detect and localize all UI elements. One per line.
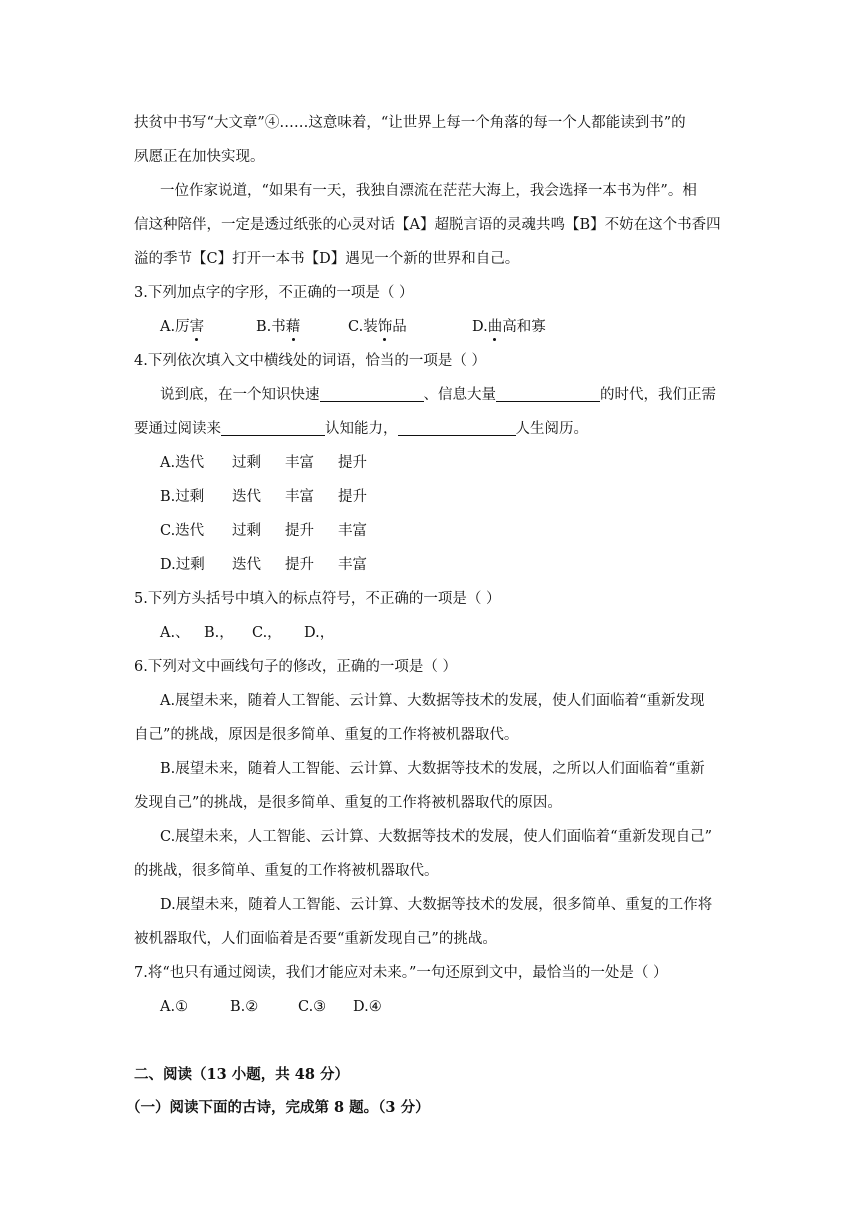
q6-option-b-line-1: B.展望未来，随着人工智能、云计算、大数据等技术的发展，之所以人们面临着“重新 (160, 761, 705, 777)
q4-sentence-line-2: 要通过阅读来 认知能力， 人生阅历。 (134, 421, 588, 437)
q7-options (160, 997, 382, 1017)
q4-blank-3 (221, 419, 325, 436)
q6-option-b-line-2: 发现自己”的挑战，是很多简单、重复的工作将被机器取代的原因。 (134, 795, 562, 811)
q4-option-c: C.迭代 过剩 提升 丰富 (160, 523, 367, 539)
q6-option-a-line-2: 自己”的挑战，原因是很多简单、重复的工作将被机器取代。 (134, 727, 519, 743)
q3-option-b: B.书藉 (256, 319, 301, 335)
q5-stem: 5.下列方头括号中填入的标点符号，不正确的一项是（ ） (134, 591, 501, 607)
q4-sentence-line-1: 说到底，在一个知识快速 、信息大量 的时代，我们正需 (160, 387, 716, 403)
q4-blank-4 (398, 419, 516, 436)
q4-blank-1 (320, 385, 424, 402)
q3-options (160, 317, 546, 337)
passage-line-2: 夙愿正在加快实现。 (134, 149, 265, 165)
q4-option-d: D.过剩 迭代 提升 丰富 (160, 557, 367, 573)
q3-option-c-dotted: 饰 (377, 319, 393, 335)
passage-line-1: 扶贫中书写“大文章”④……这意味着，“让世界上每一个角落的每一个人都能读到书”的 (134, 115, 686, 131)
q3-option-d: D.曲高和寡 (472, 319, 546, 335)
q3-option-c: C.装饰品 (348, 319, 407, 335)
q6-option-c-line-1: C.展望未来，人工智能、云计算、大数据等技术的发展，使人们面临着“重新发现自己” (160, 829, 713, 845)
q6-option-d-line-1: D.展望未来，随着人工智能、云计算、大数据等技术的发展，很多简单、重复的工作将 (160, 897, 713, 913)
q4-blank-2 (496, 385, 600, 402)
passage-line-5: 溢的季节【C】打开一本书【D】遇见一个新的世界和自己。 (134, 251, 520, 267)
q5-option-d: D.， (304, 625, 335, 641)
q5-option-a: A.、 (160, 625, 190, 641)
q4-option-a: A.迭代 过剩 丰富 提升 (160, 455, 367, 471)
q4-option-b: B.过剩 迭代 丰富 提升 (160, 489, 367, 505)
q3-option-d-dotted: 曲 (487, 319, 503, 335)
q6-option-c-line-2: 的挑战，很多简单、重复的工作将被机器取代。 (134, 863, 439, 879)
q3-option-b-dotted: 藉 (285, 319, 301, 335)
q3-option-a-dotted: 害 (189, 319, 205, 335)
passage-line-3: 一位作家说道，“如果有一天，我独自漂流在茫茫大海上，我会选择一本书为伴”。相 (160, 183, 697, 199)
q7-option-a: A.① (160, 999, 189, 1015)
q4-stem: 4.下列依次填入文中横线处的词语，恰当的一项是（ ） (134, 353, 486, 369)
q6-option-a-line-1: A.展望未来，随着人工智能、云计算、大数据等技术的发展，使人们面临着“重新发现 (160, 693, 705, 709)
passage-line-4: 信这种陪伴，一定是透过纸张的心灵对话【A】超脱言语的灵魂共鸣【B】不妨在这个书香四 (134, 217, 721, 233)
q5-option-c: C.， (252, 625, 282, 641)
section-2-subtitle: （一）阅读下面的古诗，完成第 8 题。（3 分） (126, 1099, 430, 1116)
q3-stem: 3.下列加点字的字形，不正确的一项是（ ） (134, 285, 414, 301)
q7-option-d: D.④ (353, 999, 382, 1015)
q6-option-d-line-2: 被机器取代，人们面临着是否要“重新发现自己”的挑战。 (134, 931, 497, 947)
q7-option-b: B.② (230, 999, 259, 1015)
q5-options (160, 623, 334, 643)
q7-stem: 7.将“也只有通过阅读，我们才能应对未来。”一句还原到文中，最恰当的一处是（ ） (134, 965, 668, 981)
q7-option-c: C.③ (298, 999, 327, 1015)
q3-option-a: A.厉害 (160, 319, 205, 335)
q6-stem: 6.下列对文中画线句子的修改，正确的一项是（ ） (134, 659, 457, 675)
q5-option-b: B.， (204, 625, 234, 641)
section-2-title: 二、阅读（13 小题，共 48 分） (134, 1066, 349, 1083)
